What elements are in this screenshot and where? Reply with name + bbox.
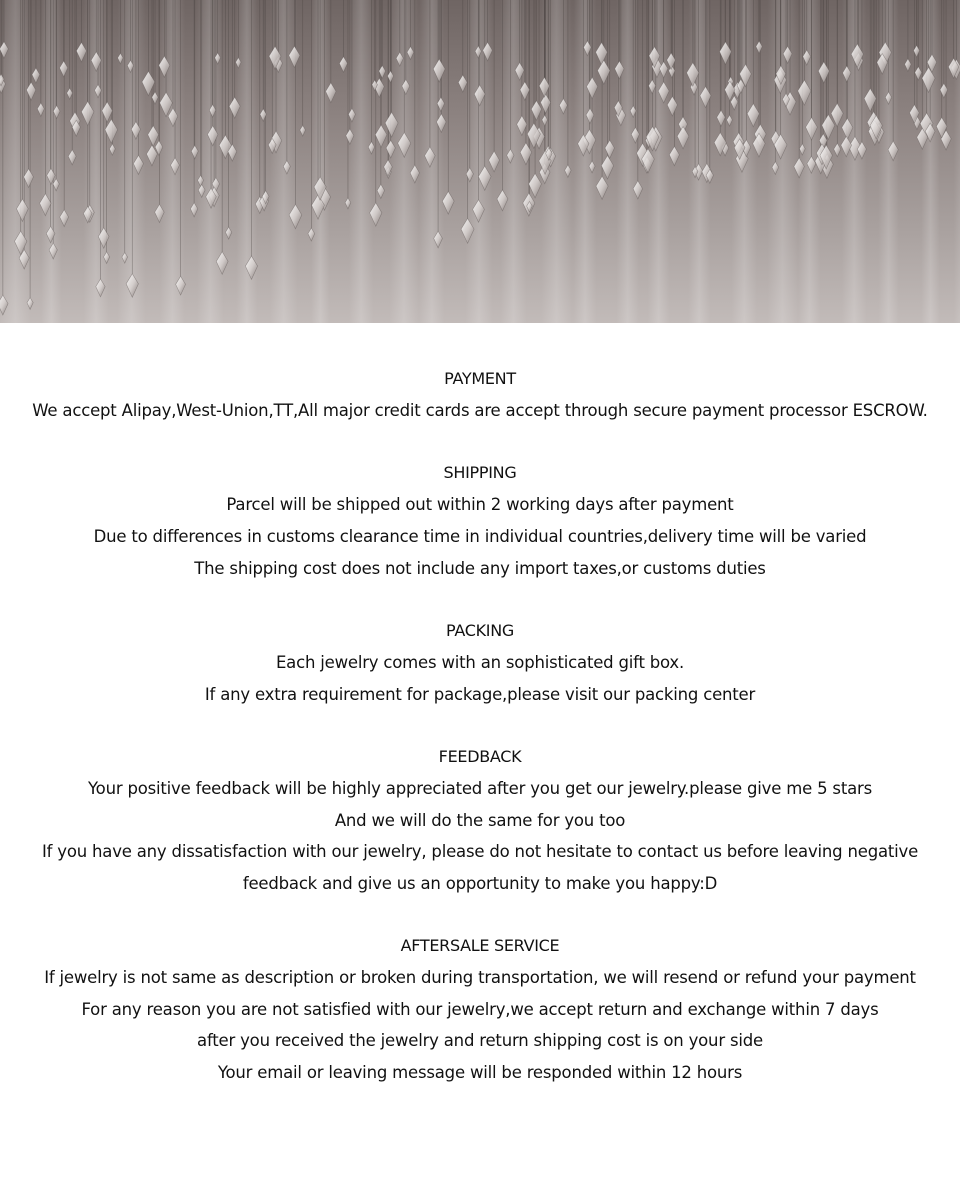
aftersale-line: Your email or leaving message will be responded within 12 hours [217,1063,743,1082]
payment-line: We accept Alipay,West-Union,TT,All major credit cards are accept through secure payment processor ESCROW. [32,401,928,420]
packing-line: Each jewelry comes with an sophisticated gift box. [275,653,685,672]
feedback-heading: FEEDBACK [438,747,522,766]
crystal-chandelier-image [0,0,960,323]
shipping-heading: SHIPPING [443,463,517,482]
aftersale-line: after you received the jewelry and return shipping cost is on your side [197,1031,763,1050]
payment-heading: PAYMENT [444,369,516,388]
feedback-line: If you have any dissatisfaction with our jewelry, please do not hesitate to contact us before leaving negative [41,842,919,861]
aftersale-line: For any reason you are not satisfied with our jewelry,we accept return and exchange within 7 days [81,1000,879,1019]
packing-line: If any extra requirement for package,please visit our packing center [204,685,756,704]
policy-content [0,323,960,1200]
shipping-line: The shipping cost does not include any import taxes,or customs duties [194,559,766,578]
packing-heading: PACKING [446,621,514,640]
feedback-line: feedback and give us an opportunity to make you happy:D [242,874,718,893]
feedback-line: Your positive feedback will be highly appreciated after you get our jewelry.please give me 5 stars [87,779,872,798]
feedback-line: And we will do the same for you too [334,811,626,830]
aftersale-heading: AFTERSALE SERVICE [400,936,560,955]
shipping-line: Parcel will be shipped out within 2 working days after payment [226,495,734,514]
aftersale-line: If jewelry is not same as description or broken during transportation, we will resend or refund your payment [44,968,916,987]
shipping-line: Due to differences in customs clearance time in individual countries,delivery time will be varied [93,527,867,546]
crystal-chandelier-banner [0,0,960,323]
